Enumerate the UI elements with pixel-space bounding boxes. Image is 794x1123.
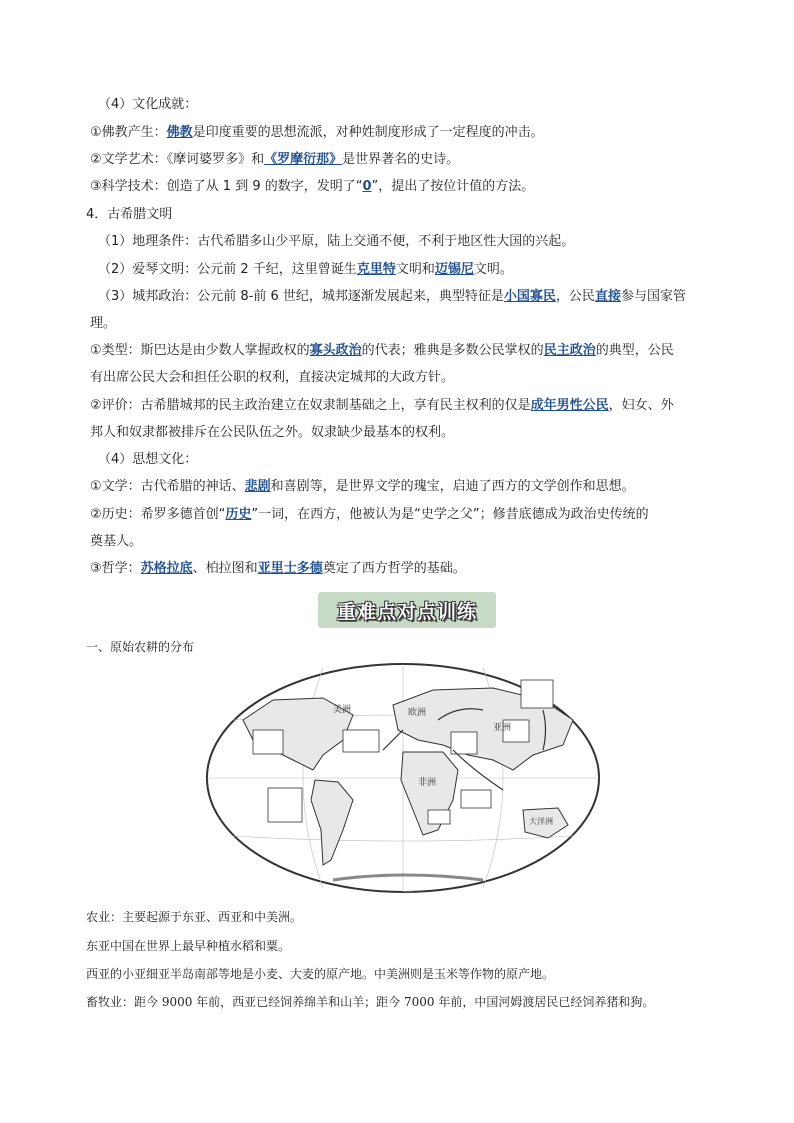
greece-aegean (98, 261, 513, 279)
line-science (90, 178, 534, 196)
evaluation-line (90, 397, 674, 415)
culture-header: （4）文化成就： (98, 97, 198, 112)
keyword-history: 历史 (225, 507, 252, 522)
world-agriculture-map (203, 660, 603, 896)
history-line-cont: 奠基人。 (90, 534, 143, 549)
text: 、柏拉图和 (192, 561, 258, 576)
keyword-crete: 克里特 (356, 262, 396, 277)
text: 是印度重要的思想流派，对种姓制度形成了一定程度的冲击。 (192, 125, 544, 140)
keyword-democracy: 民主政治 (543, 343, 596, 358)
text: ①佛教产生： (90, 125, 167, 140)
history-line (90, 506, 649, 524)
text: ③科学技术：创造了从 1 到 9 的数字，发明了“ (90, 179, 363, 194)
greece-geography: （1）地理条件：古代希腊多山少平原，陆上交通不便，不利于地区性大国的兴起。 (98, 234, 575, 249)
keyword-zero: 0 (362, 179, 372, 194)
philosophy-line (90, 560, 466, 578)
text: 奠定了西方哲学的基础。 (322, 561, 466, 576)
text: 参与国家管 (620, 289, 686, 304)
greece-title: 4．古希腊文明 (86, 207, 173, 222)
map-label-asia: 亚洲 (493, 723, 512, 733)
para-agriculture: 农业：主要起源于东亚、西亚和中美洲。 (86, 910, 303, 924)
section-title: 一、原始农耕的分布 (86, 640, 195, 654)
para-livestock: 畜牧业：距今 9000 年前，西亚已经饲养绵羊和山羊；距今 7000 年前，中国河姆渡居民已经饲养猪和狗。 (86, 995, 655, 1009)
text: ②评价：古希腊城邦的民主政治建立在奴隶制基础之上，享有民主权利的仅是 (90, 398, 531, 413)
greece-polis (98, 288, 686, 306)
text: 的典型，公民 (595, 343, 674, 358)
text: ①文学：古代希腊的神话、 (90, 479, 245, 494)
map-title: 世界农业起源分布图 (403, 892, 412, 893)
text: 是世界著名的史诗。 (342, 152, 460, 167)
text: ③哲学： (90, 561, 141, 576)
keyword-adult-male: 成年男性公民 (530, 398, 609, 413)
keyword-small-state: 小国寡民 (503, 289, 556, 304)
map-label-africa: 非洲 (418, 778, 437, 788)
type-line (90, 342, 674, 360)
banner-text: 重难点对点训练 (336, 600, 477, 623)
text: ②历史：希罗多德首创“ (90, 507, 226, 522)
map-label-europe: 欧洲 (408, 708, 427, 718)
evaluation-line-cont: 邦人和奴隶都被排斥在公民队伍之外。奴隶缺少最基本的权利。 (90, 425, 455, 440)
keyword-tragedy: 悲剧 (244, 479, 271, 494)
text: （3）城邦政治：公元前 8-前 6 世纪，城邦逐渐发展起来，典型特征是 (98, 289, 504, 304)
text: 的代表；雅典是多数公民掌权的 (361, 343, 544, 358)
keyword-direct: 直接 (594, 289, 621, 304)
text: ②文学艺术：《摩诃婆罗多》和 (90, 152, 265, 167)
text: ，妇女、外 (608, 398, 674, 413)
para-china: 东亚中国在世界上最早种植水稻和粟。 (86, 939, 291, 953)
text: ①类型：斯巴达是由少数人掌握政权的 (90, 343, 310, 358)
text: 文明和 (395, 262, 435, 277)
text: （2）爱琴文明：公元前 2 千纪，这里曾诞生 (98, 262, 357, 277)
text: 文明。 (473, 262, 513, 277)
keyword-buddhism: 佛教 (166, 125, 193, 140)
keyword-aristotle: 亚里士多德 (257, 561, 323, 576)
type-line-cont: 有出席公民大会和担任公职的权利，直接决定城邦的大政方针。 (90, 370, 455, 385)
keyword-socrates: 苏格拉底 (140, 561, 193, 576)
line-literature (90, 151, 459, 169)
text: ”，提出了按位计值的方法。 (371, 179, 535, 194)
line-buddhism (90, 124, 544, 142)
text: ，公民 (555, 289, 595, 304)
greece-polis-cont: 理。 (90, 316, 117, 331)
para-west-asia: 西亚的小亚细亚半岛南部等地是小麦、大麦的原产地。中美洲则是玉米等作物的原产地。 (86, 967, 555, 981)
text: 和喜剧等，是世界文学的瑰宝，启迪了西方的文学创作和思想。 (270, 479, 635, 494)
map-label-americas: 美洲 (333, 705, 352, 715)
text: ”一词，在西方，他被认为是“史学之父”；修昔底德成为政治史传统的 (251, 507, 649, 522)
map-label-oceania: 大洋洲 (529, 817, 553, 826)
keyword-mycenae: 迈锡尼 (434, 262, 474, 277)
keyword-oligarchy: 寡头政治 (309, 343, 362, 358)
literature-line (90, 478, 635, 496)
keyword-ramayana: 《罗摩衍那》 (264, 152, 343, 167)
thought-header: （4）思想文化： (98, 452, 198, 467)
section-banner (318, 592, 496, 628)
